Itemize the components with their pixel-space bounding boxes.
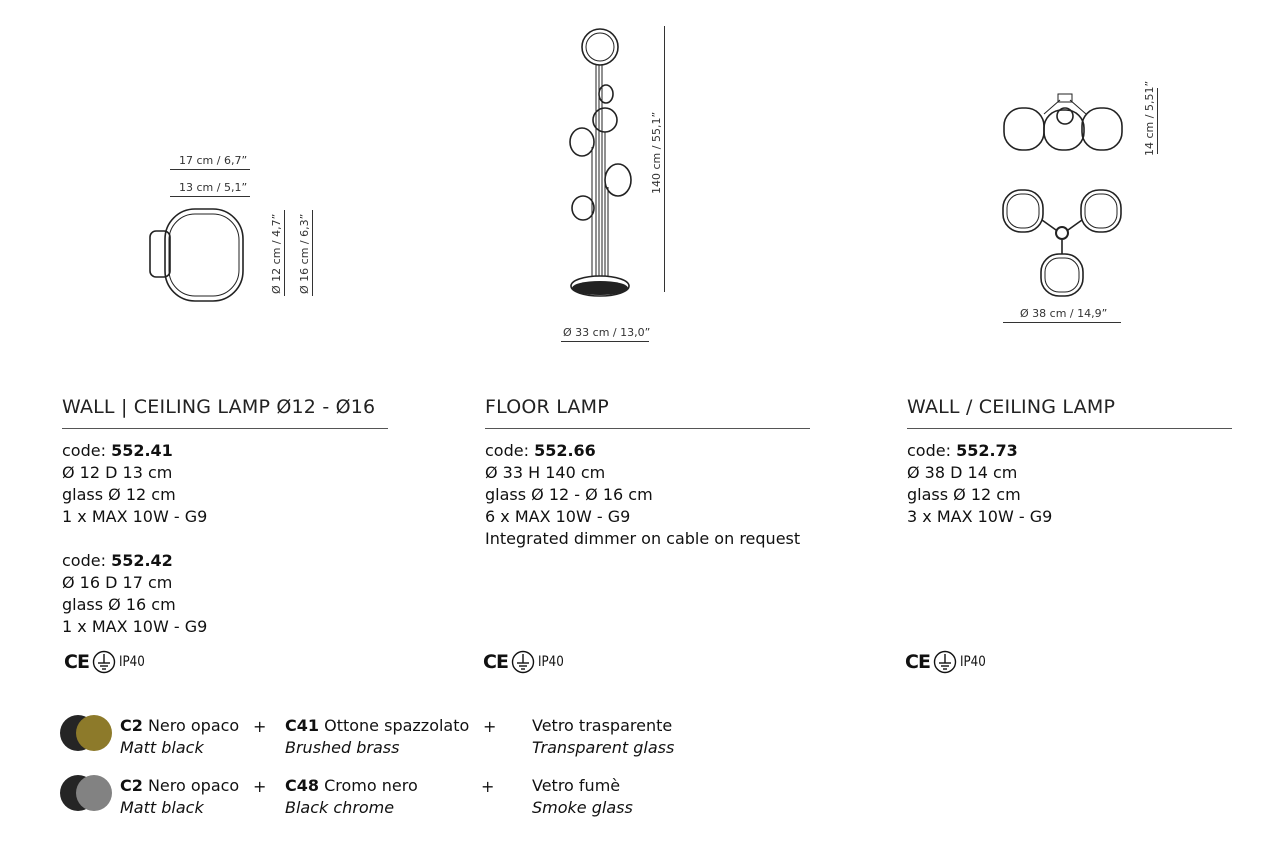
- metal-finish: [285, 715, 469, 759]
- swatch-color-metal: [76, 715, 112, 751]
- ground-icon: [933, 650, 957, 674]
- product-title: WALL | CEILING LAMP Ø12 - Ø16: [62, 396, 376, 418]
- finish-swatch: [60, 715, 112, 751]
- code-value: 552.73: [956, 441, 1018, 460]
- size-line: Ø 38 D 14 cm: [907, 463, 1018, 482]
- product-title: WALL / CEILING LAMP: [907, 396, 1116, 418]
- plus-sign: +: [253, 777, 267, 796]
- ceiling-lamp-side-view: [1000, 90, 1130, 160]
- code-label: code:: [62, 441, 112, 460]
- note-line: Integrated dimmer on cable on request: [485, 529, 801, 548]
- code-label: code:: [62, 551, 112, 570]
- frame-finish: [120, 775, 239, 819]
- dim-width-inner: 13 cm / 5,1”: [179, 181, 248, 194]
- variant-specs: [62, 550, 207, 638]
- finish-code: C2: [120, 776, 143, 795]
- finish-name-en: Black chrome: [285, 798, 395, 817]
- dim-height-16: Ø 16 cm / 6,3”: [298, 213, 311, 294]
- glass-name: Vetro trasparente: [532, 716, 673, 735]
- glass-name: Vetro fumè: [532, 776, 621, 795]
- size-line: Ø 12 D 13 cm: [62, 463, 173, 482]
- dim-diameter-floor: Ø 33 cm / 13,0”: [563, 326, 651, 339]
- ce-mark: CE: [64, 651, 89, 673]
- plus-sign: +: [253, 717, 267, 736]
- glass-line: glass Ø 12 cm: [62, 485, 176, 504]
- ground-icon: [511, 650, 535, 674]
- size-line: Ø 33 H 140 cm: [485, 463, 606, 482]
- finish-name: Nero opaco: [142, 776, 240, 795]
- bulb-line: 1 x MAX 10W - G9: [62, 507, 208, 526]
- dim-line: [170, 169, 250, 170]
- ce-mark: CE: [905, 651, 930, 673]
- finish-code: C41: [285, 716, 320, 735]
- dim-height-floor: 140 cm / 55,1”: [650, 111, 663, 194]
- title-divider: [62, 428, 388, 429]
- bulb-line: 6 x MAX 10W - G9: [485, 507, 631, 526]
- dim-width-outer: 17 cm / 6,7”: [179, 154, 248, 167]
- swatch-color-metal: [76, 775, 112, 811]
- metal-finish: [285, 775, 418, 819]
- wall-lamp-illustration: [145, 205, 245, 305]
- code-line: [907, 440, 1052, 462]
- code-label: code:: [907, 441, 957, 460]
- ip-rating: IP40: [118, 654, 145, 670]
- finish-code: C2: [120, 716, 143, 735]
- dim-line: [1157, 88, 1158, 154]
- code-line: [485, 440, 800, 462]
- dim-line: [170, 196, 250, 197]
- code-value: 552.66: [534, 441, 596, 460]
- ip-rating: IP40: [537, 654, 564, 670]
- glass-finish: [532, 715, 674, 759]
- finish-code: C48: [285, 776, 320, 795]
- dim-line: [312, 210, 313, 296]
- dim-line: [1003, 322, 1121, 323]
- product-title: FLOOR LAMP: [485, 396, 609, 418]
- certification-marks: [483, 650, 568, 674]
- bulb-line: 1 x MAX 10W - G9: [62, 617, 208, 636]
- size-line: Ø 16 D 17 cm: [62, 573, 173, 592]
- glass-name-en: Smoke glass: [532, 798, 633, 817]
- glass-name-en: Transparent glass: [532, 738, 675, 757]
- title-divider: [485, 428, 810, 429]
- floor-lamp-illustration: [560, 22, 640, 302]
- dim-height-ceiling: 14 cm / 5,51”: [1143, 80, 1156, 156]
- ce-mark: CE: [483, 651, 508, 673]
- bulb-line: 3 x MAX 10W - G9: [907, 507, 1053, 526]
- dim-height-12: Ø 12 cm / 4,7”: [270, 213, 283, 294]
- glass-line: glass Ø 12 - Ø 16 cm: [485, 485, 653, 504]
- variant-specs: [62, 440, 207, 528]
- certification-marks: [64, 650, 149, 674]
- dim-line: [561, 341, 649, 342]
- glass-line: glass Ø 12 cm: [907, 485, 1021, 504]
- finish-name-en: Matt black: [120, 738, 204, 757]
- dim-line: [664, 26, 665, 292]
- finish-name: Nero opaco: [142, 716, 240, 735]
- variant-specs: [485, 440, 800, 550]
- code-value: 552.42: [111, 551, 173, 570]
- code-line: [62, 440, 207, 462]
- finish-name: Ottone spazzolato: [319, 716, 470, 735]
- finish-name-en: Matt black: [120, 798, 204, 817]
- plus-sign: +: [483, 717, 497, 736]
- title-divider: [907, 428, 1232, 429]
- code-label: code:: [485, 441, 535, 460]
- finish-name: Cromo nero: [319, 776, 418, 795]
- glass-line: glass Ø 16 cm: [62, 595, 176, 614]
- ceiling-lamp-top-view: [1000, 186, 1125, 298]
- ground-icon: [92, 650, 116, 674]
- finish-name-en: Brushed brass: [285, 738, 400, 757]
- certification-marks: [905, 650, 990, 674]
- ip-rating: IP40: [959, 654, 986, 670]
- code-value: 552.41: [111, 441, 173, 460]
- dim-line: [284, 210, 285, 296]
- plus-sign: +: [481, 777, 495, 796]
- code-line: [62, 550, 207, 572]
- glass-finish: [532, 775, 633, 819]
- finish-swatch: [60, 775, 112, 811]
- frame-finish: [120, 715, 239, 759]
- dim-diameter-ceiling: Ø 38 cm / 14,9”: [1020, 307, 1108, 320]
- variant-specs: [907, 440, 1052, 528]
